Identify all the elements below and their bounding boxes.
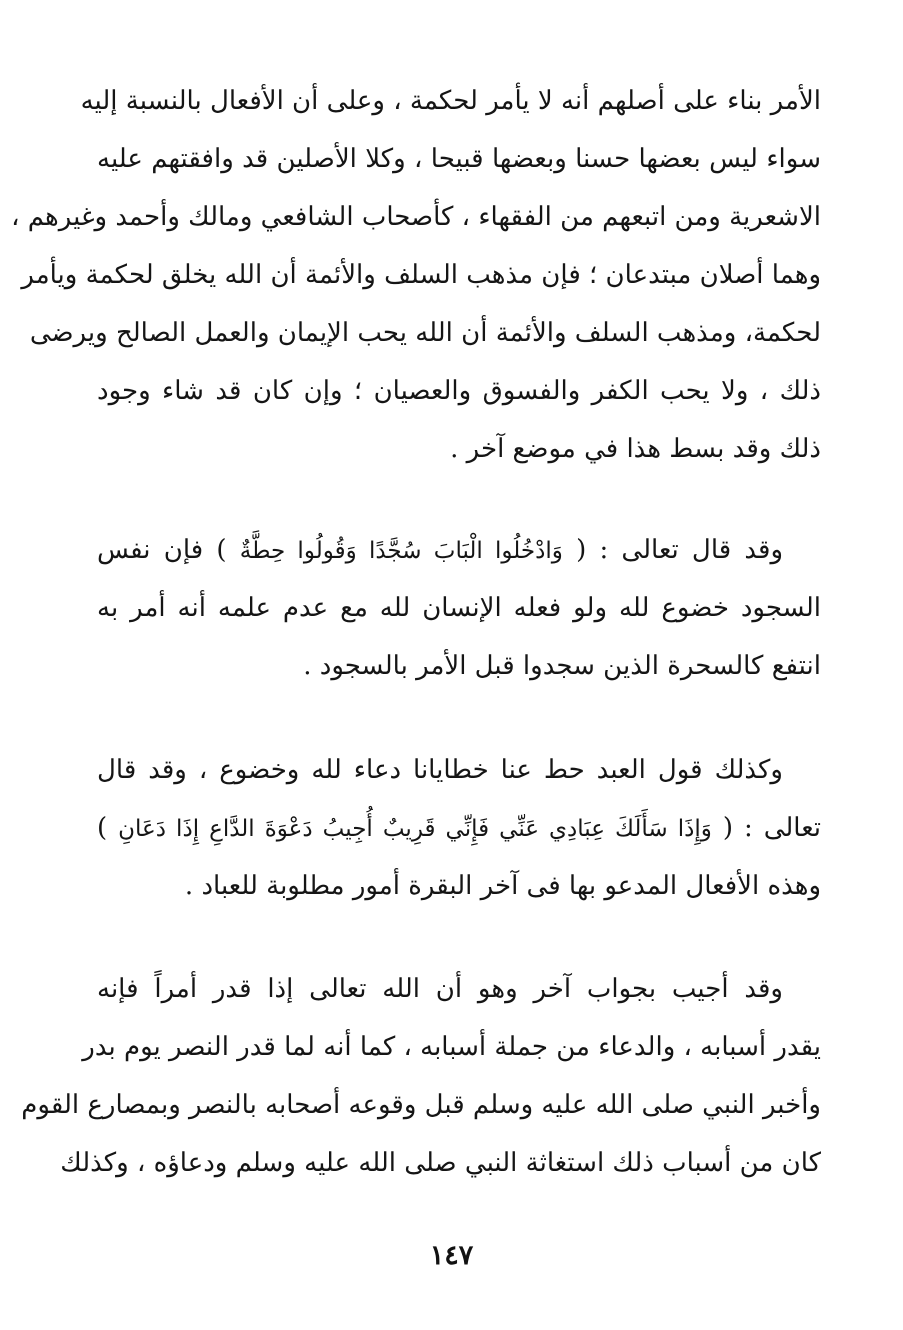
text-segment: ): [97, 813, 108, 843]
text-line: لحكمة، ومذهب السلف والأئمة أن الله يحب الإيمان والعمل الصالح ويرضى: [29, 318, 821, 348]
paragraph-2: [97, 521, 821, 695]
text-line: انتفع كالسحرة الذين سجدوا قبل الأمر بالسجود .: [303, 651, 821, 681]
text-line: سواء ليس بعضها حسنا وبعضها قبيحا ، وكلا الأصلين قد وافقتهم عليه: [97, 144, 821, 174]
text-segment: وقد أجيب بجواب آخر وهو أن الله تعالى إذا قدر أمراً فإنه: [97, 974, 783, 1004]
page-number: ١٤٧: [429, 1240, 474, 1271]
text-line: [97, 960, 821, 1018]
text-line: الاشعرية ومن اتبعهم من الفقهاء ، كأصحاب الشافعي ومالك وأحمد وغيرهم ،: [11, 202, 821, 232]
text-line: ذلك ، ولا يحب الكفر والفسوق والعصيان ؛ وإن كان قد شاء وجود: [97, 376, 821, 406]
quran-verse: وَادْخُلُوا الْبَابَ سُجَّدًا وَقُولُوا حِطَّةٌ: [239, 538, 563, 564]
text-line: الأمر بناء على أصلهم أنه لا يأمر لحكمة ، وعلى أن الأفعال بالنسبة إليه: [80, 86, 821, 116]
text-segment: تعالى : (: [722, 813, 822, 843]
text-segment: وقد قال تعالى : (: [576, 535, 784, 565]
text-line-with-verse: [97, 799, 821, 857]
text-segment: ) فإن نفس: [97, 535, 227, 565]
paragraph-3: [97, 741, 821, 915]
paragraph-1: [11, 72, 821, 478]
text-line: ذلك وقد بسط هذا في موضع آخر .: [450, 434, 821, 464]
text-line: وهذه الأفعال المدعو بها فى آخر البقرة أمور مطلوبة للعباد .: [184, 871, 821, 901]
paragraph-4: [21, 960, 821, 1192]
text-line-with-verse: [97, 521, 821, 579]
text-line: كان من أسباب ذلك استغاثة النبي صلى الله عليه وسلم ودعاؤه ، وكذلك: [60, 1148, 821, 1178]
text-line: وهما أصلان مبتدعان ؛ فإن مذهب السلف والأئمة أن الله يخلق لحكمة ويأمر: [21, 260, 821, 290]
text-line: وأخبر النبي صلى الله عليه وسلم قبل وقوعه أصحابه بالنصر وبمصارع القوم: [21, 1090, 821, 1120]
text-line: يقدر أسبابه ، والدعاء من جملة أسبابه ، كما أنه لما قدر النصر يوم بدر: [82, 1032, 821, 1062]
text-line: [97, 741, 821, 799]
quran-verse: وَإِذَا سَأَلَكَ عِبَادِي عَنِّي فَإِنِّي قَرِيبٌ أُجِيبُ دَعْوَةَ الدَّاعِ إِذَا دَعَانِ: [118, 816, 712, 842]
text-segment: وكذلك قول العبد حط عنا خطايانا دعاء لله وخضوع ، وقد قال: [97, 755, 783, 785]
text-line: السجود خضوع لله ولو فعله الإنسان لله مع عدم علمه أنه أمر به: [97, 593, 821, 623]
